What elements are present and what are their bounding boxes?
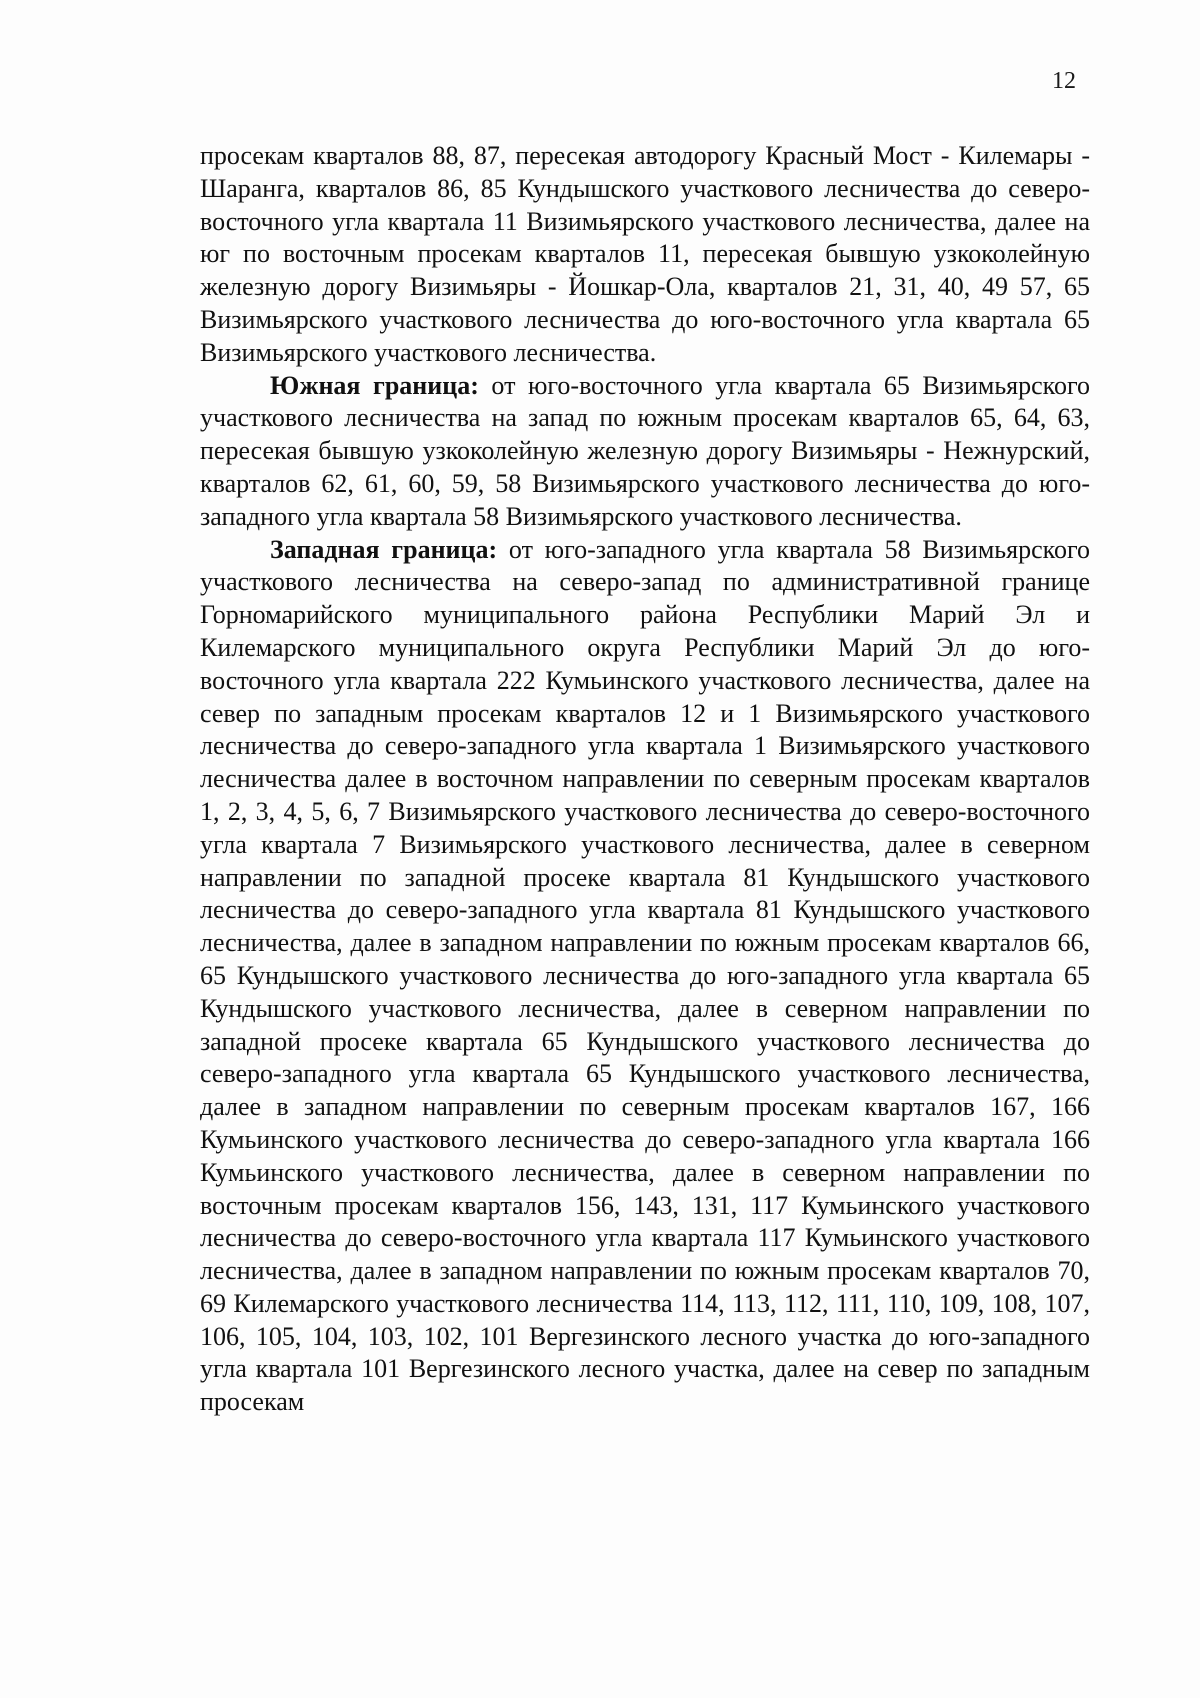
paragraph-text: от юго-восточного угла квартала 65 Визимьярского участкового лесничества на запад по южным просекам кварталов 65, 64, 63, пересекая бывшую узкоколейную железную дорогу Визимьяры - Нежнурский, кварталов 62, 61, 60, 59, 58 Визимьярского участкового лесничества до юго-западного угла квартала 58 Визимьярского участкового лесничества. [200,370,1090,531]
page-number: 12 [1052,68,1076,94]
document-body [200,140,1090,1419]
paragraph-text: просекам кварталов 88, 87, пересекая автодорогу Красный Мост - Килемары - Шаранга, кварталов 86, 85 Кундышского участкового лесничества до северо-восточного угла квартала 11 Визимьярского участкового лесничества, далее на юг по восточным просекам кварталов 11, пересекая бывшую узкоколейную железную дорогу Визимьяры - Йошкар-Ола, кварталов 21, 31, 40, 49 57, 65 Визимьярского участкового лесничества до юго-восточного угла квартала 65 Визимьярского участкового лесничества. [200,141,1090,367]
paragraph-continuation [200,140,1090,370]
section-heading-west: Западная граница: [270,534,498,564]
paragraph-text: от юго-западного угла квартала 58 Визимьярского участкового лесничества на северо-запад по административной границе Горномарийского муниципального района Республики Марий Эл и Килемарского муниципального округа Республики Марий Эл до юго-восточного угла квартала 222 Кумьинского участкового лесничества, далее на север по западным просекам кварталов 12 и 1 Визимьярского участкового лесничества до северо-западного угла квартала 1 Визимьярского участкового лесничества далее в восточном направлении по северным просекам кварталов 1, 2, 3, 4, 5, 6, 7 Визимьярского участкового лесничества до северо-восточного угла квартала 7 Визимьярского участкового лесничества, далее в северном направлении по западной просеке квартала 81 Кундышского участкового лесничества до северо-западного угла квартала 81 Кундышского участкового лесничества, далее в западном направлении по южным просекам кварталов 66, 65 Кундышского участкового лесничества до юго-западного угла квартала 65 Кундышского участкового лесничества, далее в северном направлении по западной просеке квартала 65 Кундышского участкового лесничества до северо-западного угла квартала 65 Кундышского участкового лесничества, далее в западном направлении по северным просекам кварталов 167, 166 Кумьинского участкового лесничества до северо-западного угла квартала 166 Кумьинского участкового лесничества, далее в северном направлении по восточным просекам кварталов 156, 143, 131, 117 Кумьинского участкового лесничества до северо-восточного угла квартала 117 Кумьинского участкового лесничества, далее в западном направлении по южным просекам кварталов 70, 69 Килемарского участкового лесничества 114, 113, 112, 111, 110, 109, 108, 107, 106, 105, 104, 103, 102, 101 Вергезинского лесного участка до юго-западного угла квартала 101 Вергезинского лесного участка, далее на север по западным просекам [200,534,1090,1417]
section-heading-south: Южная граница: [270,370,479,400]
paragraph-south-border [200,370,1090,534]
paragraph-west-border [200,534,1090,1420]
